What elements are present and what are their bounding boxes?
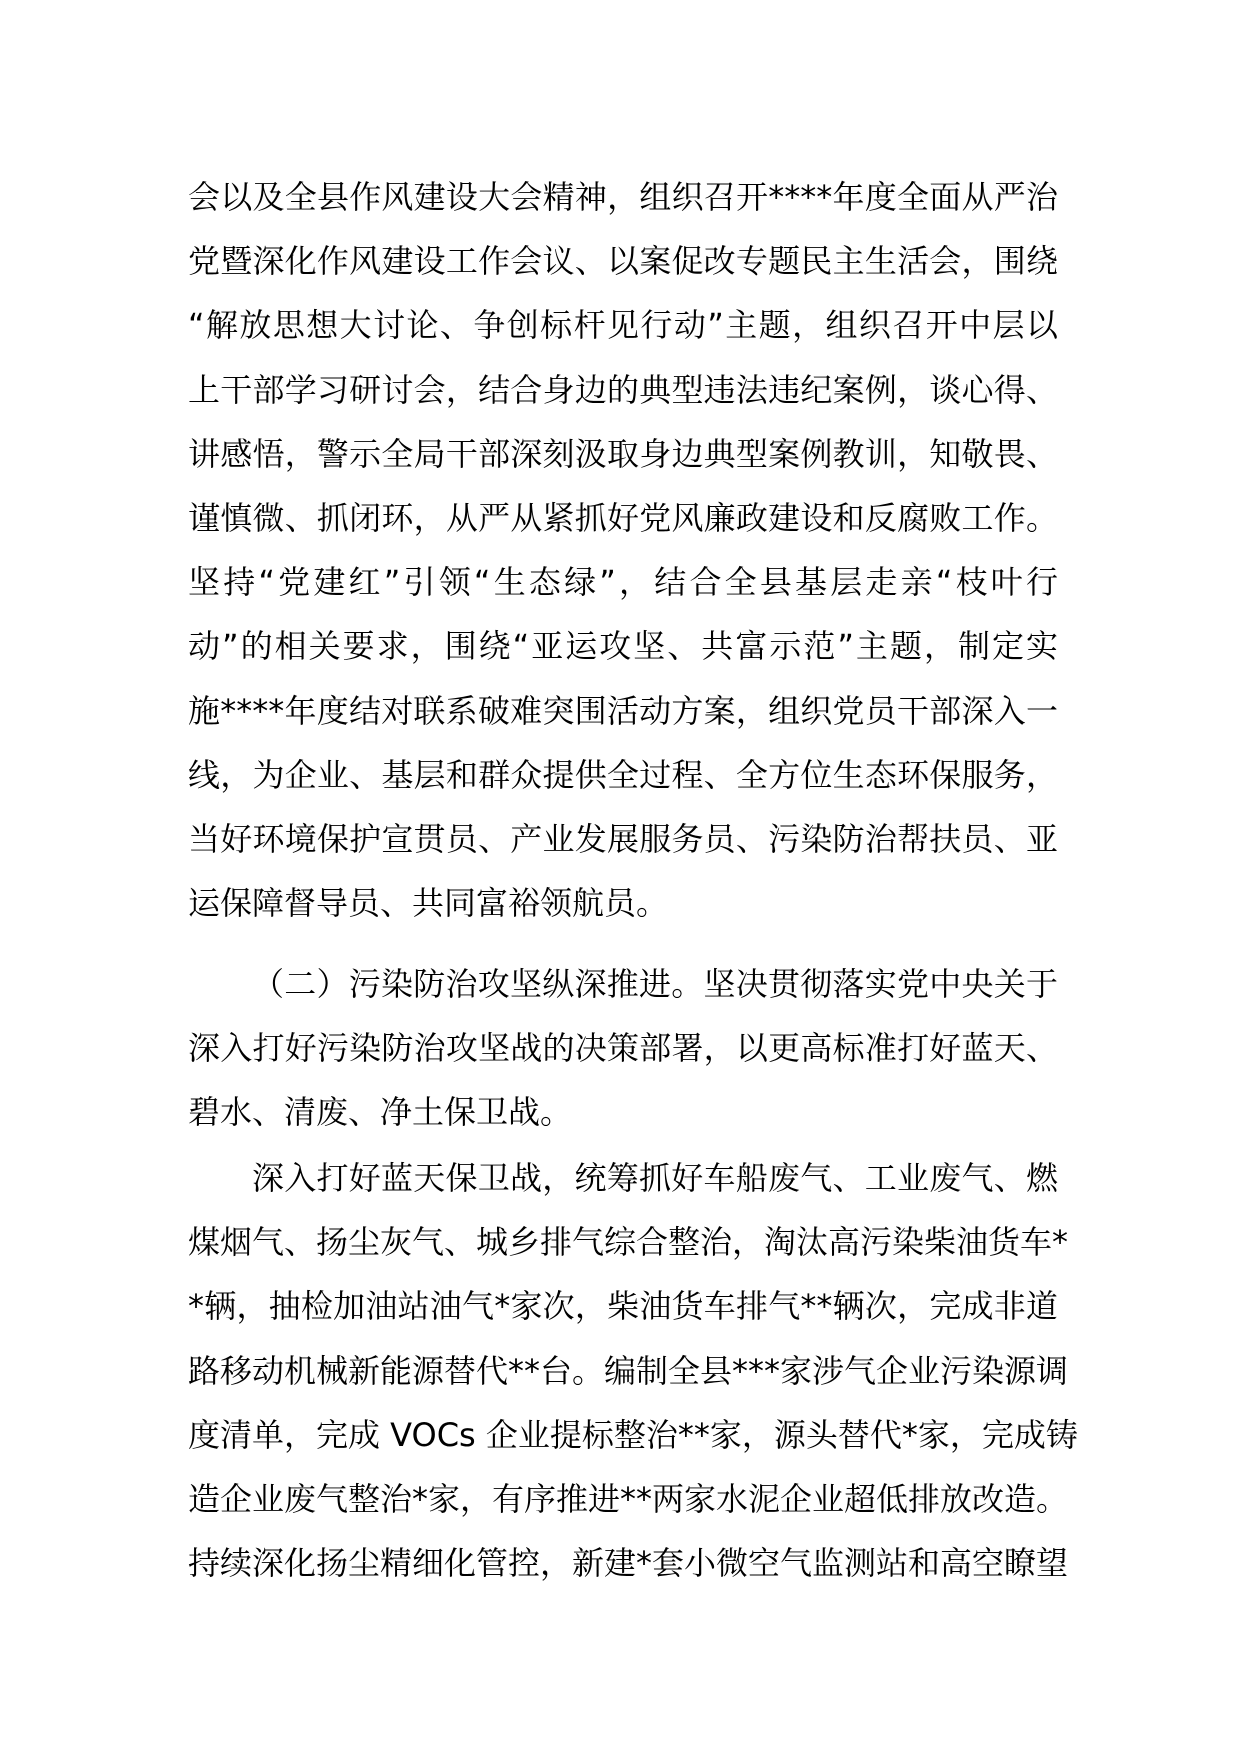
text-line: 当好环境保护宣贯员、产业发展服务员、污染防治帮扶员、亚 [188,819,1058,858]
text-line: 深入打好污染防治攻坚战的决策部署，以更高标准打好蓝天、 [188,1029,1058,1068]
paragraph-1 [188,165,1058,935]
text-line: 持续深化扬尘精细化管控，新建*套小微空气监测站和高空瞭望 [188,1544,1069,1583]
section-heading-line: （二）污染防治攻坚纵深推进。坚决贯彻落实党中央关于 [252,965,1058,1003]
text-line: 路移动机械新能源替代**台。编制全县***家涉气企业污染源调 [188,1351,1069,1390]
text-line: 党暨深化作风建设工作会议、以案促改专题民主生活会，围绕 [188,242,1058,281]
text-line: 度清单，完成 VOCs 企业提标整治**家，源头替代*家，完成铸 [188,1415,1078,1454]
paragraph-3 [188,1146,1078,1595]
text-line: *辆，抽检加油站油气*家次，柴油货车排气**辆次，完成非道 [188,1287,1058,1326]
text-line: “解放思想大讨论、争创标杆见行动”主题，组织召开中层以 [188,306,1058,345]
text-line: 煤烟气、扬尘灰气、城乡排气综合整治，淘汰高污染柴油货车* [188,1223,1069,1262]
text-line: 动”的相关要求，围绕“亚运攻坚、共富示范”主题，制定实 [188,627,1058,666]
text-line: 谨慎微、抓闭环，从严从紧抓好党风廉政建设和反腐败工作。 [188,498,1058,537]
text-line: 碧水、清废、净土保卫战。 [188,1093,573,1132]
text-line: 施****年度结对联系破难突围活动方案，组织党员干部深入一 [188,691,1058,730]
text-line: 讲感悟，警示全局干部深刻汲取身边典型案例教训，知敬畏、 [188,434,1058,473]
text-line: 运保障督导员、共同富裕领航员。 [188,884,669,923]
text-line: 深入打好蓝天保卫战，统筹抓好车船废气、工业废气、燃 [252,1159,1058,1197]
text-line: 会以及全县作风建设大会精神，组织召开****年度全面从严治 [188,178,1058,216]
text-line: 线，为企业、基层和群众提供全过程、全方位生态环保服务， [188,755,1058,794]
text-line: 上干部学习研讨会，结合身边的典型违法违纪案例，谈心得、 [188,370,1058,409]
text-line: 造企业废气整治*家，有序推进**两家水泥企业超低排放改造。 [188,1479,1069,1518]
text-line: 坚持“党建红”引领“生态绿”，结合全县基层走亲“枝叶行 [188,563,1058,602]
paragraph-2 [188,952,1058,1145]
